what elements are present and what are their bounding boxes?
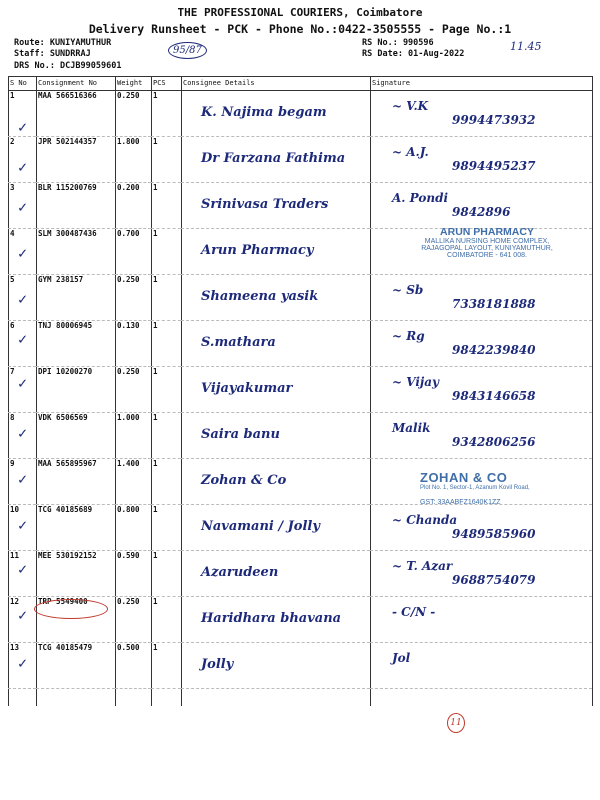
stamp-line: ZOHAN & CO — [420, 470, 508, 485]
row-consignee — [181, 459, 370, 505]
signature-scrawl: ~ Sb — [392, 283, 424, 297]
rs-date-label: RS Date: 01-Aug-2022 — [362, 49, 465, 59]
row-consignee — [181, 137, 370, 183]
table-row — [8, 137, 592, 183]
row-consignment-no: TCG 40185689 — [36, 505, 115, 551]
row-signature — [370, 183, 592, 229]
row-sno: 13 — [8, 643, 36, 689]
signature-scrawl: ~ T. Azar — [392, 559, 453, 573]
row-signature — [370, 643, 592, 689]
check-mark-icon: ✓ — [18, 424, 28, 442]
handwritten-phone: 9842896 — [452, 205, 511, 219]
check-mark-icon: ✓ — [18, 654, 28, 672]
handwritten-phone: 9994473932 — [452, 113, 536, 127]
row-signature — [370, 321, 592, 367]
row-pcs: 1 — [151, 551, 181, 597]
consignee-handwriting: Saira banu — [201, 427, 280, 442]
row-weight: 0.250 — [115, 367, 151, 413]
row-signature — [370, 367, 592, 413]
row-signature — [370, 413, 592, 459]
check-mark-icon: ✓ — [18, 118, 28, 136]
row-consignment-no: TRP 5549400 — [36, 597, 115, 643]
row-consignment-no: MAA 565895967 — [36, 459, 115, 505]
row-sno: 10 — [8, 505, 36, 551]
row-consignment-no: GYM 238157 — [36, 275, 115, 321]
consignee-handwriting: Vijayakumar — [201, 381, 293, 396]
row-consignee — [181, 183, 370, 229]
col-weight: Weight — [115, 76, 151, 91]
row-weight: 0.250 — [115, 597, 151, 643]
runsheet-subtitle: Delivery Runsheet - PCK - Phone No.:0422-3505555 - Page No.:1 — [88, 22, 512, 36]
row-consignment-no: JPR 502144357 — [36, 137, 115, 183]
row-pcs: 1 — [151, 91, 181, 137]
row-consignee — [181, 505, 370, 551]
handwritten-phone: 9894495237 — [452, 159, 536, 173]
signature-scrawl: Jol — [392, 651, 411, 665]
consignee-handwriting: S.mathara — [201, 335, 276, 350]
consignee-handwriting: Azarudeen — [201, 565, 279, 580]
consignee-handwriting: Haridhara bhavana — [201, 611, 342, 626]
row-sno: 7 — [8, 367, 36, 413]
row-sno: 1 — [8, 91, 36, 137]
row-sno: 8 — [8, 413, 36, 459]
stamp-line: Plot No. 1, Sector-1, Azanum Kovil Road, — [420, 485, 530, 491]
signature-scrawl: - C/N - — [392, 605, 436, 619]
row-signature — [370, 597, 592, 643]
check-mark-icon: ✓ — [18, 158, 28, 176]
col-consignment: Consignment No — [36, 76, 115, 91]
row-pcs: 1 — [151, 597, 181, 643]
table-row — [8, 91, 592, 137]
consignee-handwriting: Dr Farzana Fathima — [201, 151, 346, 166]
red-highlight-circle — [34, 599, 108, 619]
handwritten-phone: 9843146658 — [452, 389, 536, 403]
row-weight: 1.400 — [115, 459, 151, 505]
table-row — [8, 551, 592, 597]
row-consignee — [181, 551, 370, 597]
handwritten-phone: 9489585960 — [452, 527, 536, 541]
row-signature — [370, 551, 592, 597]
signature-scrawl: ~ Vijay — [392, 375, 439, 389]
row-signature — [370, 275, 592, 321]
row-consignment-no: MAA 566516366 — [36, 91, 115, 137]
handwritten-phone: 9342806256 — [452, 435, 536, 449]
row-pcs: 1 — [151, 275, 181, 321]
runsheet-title: THE PROFESSIONAL COURIERS, Coimbatore — [177, 6, 423, 19]
table-row — [8, 643, 592, 689]
row-sno: 3 — [8, 183, 36, 229]
signature-scrawl: ~ Chanda — [392, 513, 458, 527]
runsheet-table — [8, 76, 592, 689]
route-label: Route: KUNIYAMUTHUR — [14, 38, 112, 48]
row-consignment-no: MEE 530192152 — [36, 551, 115, 597]
row-weight: 0.800 — [115, 505, 151, 551]
row-weight: 0.250 — [115, 275, 151, 321]
row-pcs: 1 — [151, 643, 181, 689]
row-signature — [370, 505, 592, 551]
row-pcs: 1 — [151, 137, 181, 183]
signature-scrawl: ~ A.J. — [392, 145, 429, 159]
consignee-handwriting: Shameena yasik — [201, 289, 319, 304]
check-mark-icon: ✓ — [18, 198, 28, 216]
row-consignee — [181, 367, 370, 413]
row-consignment-no: VDK 6506569 — [36, 413, 115, 459]
table-row — [8, 413, 592, 459]
row-pcs: 1 — [151, 183, 181, 229]
staff-label: Staff: SUNDRRAJ — [14, 49, 91, 59]
signature-scrawl: A. Pondi — [392, 191, 449, 205]
row-consignee — [181, 321, 370, 367]
row-sno: 5 — [8, 275, 36, 321]
check-mark-icon: ✓ — [18, 516, 28, 534]
signature-scrawl: ~ Rg — [392, 329, 425, 343]
stamp-line: MALLIKA NURSING HOME COMPLEX, — [424, 238, 550, 245]
handwritten-count: 95/87 — [168, 42, 207, 59]
row-weight: 1.000 — [115, 413, 151, 459]
handwritten-phone: 9688754079 — [452, 573, 536, 587]
grid-line — [592, 76, 593, 706]
check-mark-icon: ✓ — [18, 560, 28, 578]
row-consignment-no: TNJ 80006945 — [36, 321, 115, 367]
page-mark: 11 — [447, 713, 465, 733]
check-mark-icon: ✓ — [18, 330, 28, 348]
row-weight: 0.250 — [115, 91, 151, 137]
check-mark-icon: ✓ — [18, 374, 28, 392]
check-mark-icon: ✓ — [18, 244, 28, 262]
row-consignment-no: BLR 115200769 — [36, 183, 115, 229]
col-signature: Signature — [370, 76, 592, 91]
table-row — [8, 505, 592, 551]
col-sno: S No — [8, 76, 36, 91]
consignee-handwriting: Jolly — [201, 657, 234, 672]
row-pcs: 1 — [151, 413, 181, 459]
row-consignment-no: SLM 300487436 — [36, 229, 115, 275]
signature-scrawl: Malik — [392, 421, 431, 435]
row-sno: 4 — [8, 229, 36, 275]
row-weight: 1.800 — [115, 137, 151, 183]
stamp-line: GST: 33AABFZ1640K1ZZ — [420, 499, 501, 506]
row-consignee — [181, 643, 370, 689]
consignee-handwriting: Navamani / Jolly — [201, 519, 320, 534]
row-weight: 0.200 — [115, 183, 151, 229]
table-row — [8, 275, 592, 321]
consignee-handwriting: Srinivasa Traders — [201, 197, 329, 212]
row-weight: 0.500 — [115, 643, 151, 689]
stamp-line: RAJAGOPAL LAYOUT, KUNIYAMUTHUR, — [421, 245, 553, 252]
row-consignee — [181, 413, 370, 459]
row-consignee — [181, 91, 370, 137]
row-pcs: 1 — [151, 505, 181, 551]
row-consignment-no: DPI 10200270 — [36, 367, 115, 413]
arun-pharmacy-stamp — [392, 226, 582, 259]
check-mark-icon: ✓ — [18, 606, 28, 624]
row-pcs: 1 — [151, 459, 181, 505]
row-pcs: 1 — [151, 321, 181, 367]
zohan-stamp — [420, 470, 590, 506]
drs-label: DRS No.: DCJB99059601 — [14, 61, 122, 71]
consignee-handwriting: Zohan & Co — [201, 473, 287, 488]
rs-no-label: RS No.: 990596 — [362, 38, 434, 48]
row-consignee — [181, 597, 370, 643]
handwritten-phone: 7338181888 — [452, 297, 536, 311]
table-row — [8, 183, 592, 229]
row-sno: 2 — [8, 137, 36, 183]
row-consignee — [181, 275, 370, 321]
consignee-handwriting: K. Najima begam — [201, 105, 327, 120]
table-row — [8, 367, 592, 413]
signature-scrawl: ~ V.K — [392, 99, 429, 113]
check-mark-icon: ✓ — [18, 290, 28, 308]
row-sno: 6 — [8, 321, 36, 367]
table-header-row — [8, 76, 592, 91]
row-sno: 9 — [8, 459, 36, 505]
stamp-line: ARUN PHARMACY — [440, 226, 534, 238]
handwritten-time: 11.45 — [510, 40, 542, 53]
row-pcs: 1 — [151, 229, 181, 275]
row-sno: 12 — [8, 597, 36, 643]
row-weight: 0.130 — [115, 321, 151, 367]
stamp-line: COIMBATORE - 641 008. — [447, 252, 527, 259]
table-row — [8, 321, 592, 367]
row-sno: 11 — [8, 551, 36, 597]
row-signature — [370, 137, 592, 183]
row-weight: 0.700 — [115, 229, 151, 275]
row-weight: 0.590 — [115, 551, 151, 597]
check-mark-icon: ✓ — [18, 470, 28, 488]
row-pcs: 1 — [151, 367, 181, 413]
row-consignee — [181, 229, 370, 275]
row-consignment-no: TCG 40185479 — [36, 643, 115, 689]
col-pcs: PCS — [151, 76, 181, 91]
col-consignee: Consignee Details — [181, 76, 370, 91]
handwritten-phone: 9842239840 — [452, 343, 536, 357]
consignee-handwriting: Arun Pharmacy — [201, 243, 314, 258]
row-signature — [370, 91, 592, 137]
